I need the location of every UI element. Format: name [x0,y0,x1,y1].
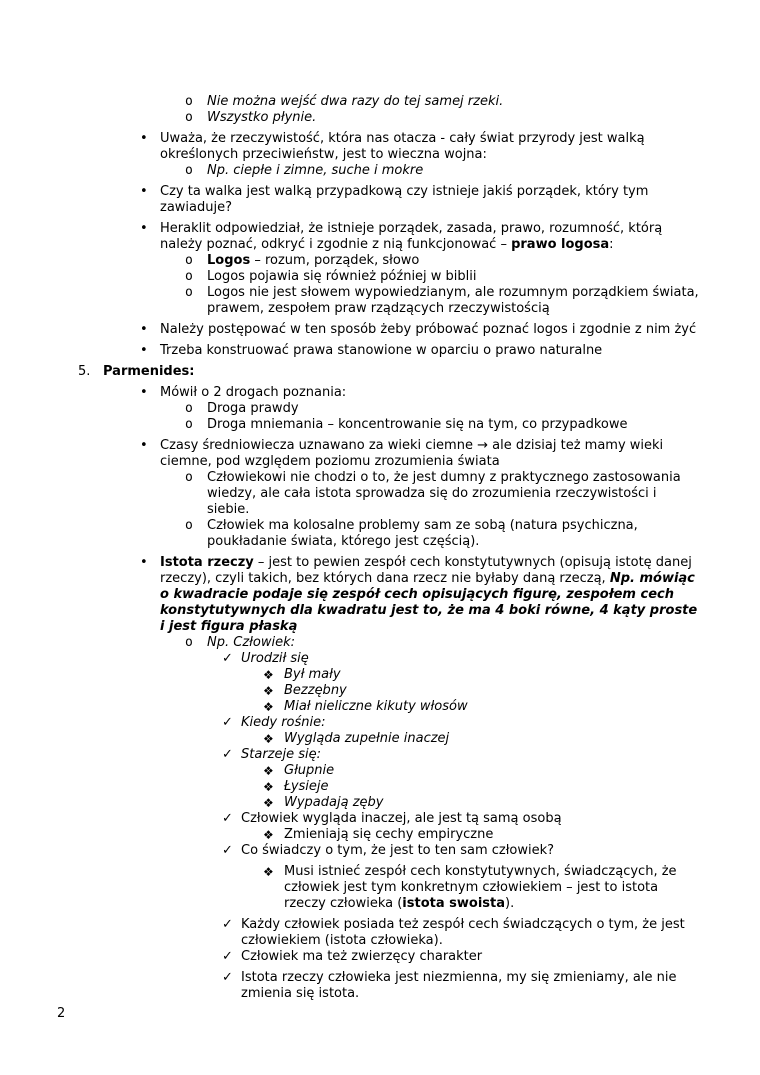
list-item-text [284,779,702,795]
text-segment: Należy postępować w ten sposób żeby próbować poznać logos i zgodnie z nim żyć [160,322,697,337]
list-item [57,667,702,683]
list-item [57,343,702,359]
list-item [57,917,702,949]
page-number: 2 [57,1006,66,1021]
bullet-icon: • [140,221,148,236]
list-item-text [241,811,702,827]
list-item [57,970,702,1002]
text-segment: Wypadają zęby [284,795,384,810]
list-item-text [103,364,702,380]
list-item-text [241,715,702,731]
text-segment: – rozum, porządek, słowo [250,253,420,268]
text-segment: Kiedy rośnie: [241,715,326,730]
list-item-text [284,827,702,843]
text-segment: Istota rzeczy [160,555,254,570]
text-segment: Wszystko płynie. [207,110,317,125]
text-segment: : [189,364,195,379]
text-segment: Droga mniemania – koncentrowanie się na tym, co przypadkowe [207,417,628,432]
check-bullet-icon: ✓ [222,651,233,666]
text-segment: Droga prawdy [207,401,299,416]
bullet-icon: • [140,131,148,146]
list-item-text [160,555,702,635]
list-item-text [207,401,702,417]
text-segment: Człowiek ma kolosalne problemy sam ze sobą (natura psychiczna, poukładanie świata, którego jest częścią). [207,518,638,549]
list-item [57,385,702,401]
list-item [57,827,702,843]
list-item [57,131,702,163]
text-segment: Człowiekowi nie chodzi o to, że jest dumny z praktycznego zastosowania wiedzy, ale cała istota sprowadza się do zrozumienia rzeczywistości i siebie. [207,470,681,517]
list-item [57,438,702,470]
list-item-text [160,322,702,338]
list-item [57,285,702,317]
list-item-text [207,470,702,518]
check-bullet-icon: ✓ [222,715,233,730]
text-segment: Np. Człowiek: [207,635,295,650]
list-item-text [160,221,702,253]
text-segment: Urodził się [241,651,309,666]
document-body [57,94,702,1002]
text-segment: Heraklit odpowiedział, że istnieje porządek, zasada, prawo, rozumność, którą należy poznać, odkryć i zgodnie z nią funkcjonować – [160,221,663,252]
circle-bullet-icon: o [185,635,193,650]
diamond-bullet-icon: ❖ [263,865,274,879]
diamond-bullet-icon: ❖ [263,828,274,842]
list-item-text [284,699,702,715]
list-item-text [241,917,702,949]
text-segment: Czasy średniowiecza uznawano za wieki ciemne → ale dzisiaj też mamy wieki ciemne, pod względem poziomu zrozumienia świata [160,438,664,469]
diamond-bullet-icon: ❖ [263,684,274,698]
bullet-icon: • [140,322,148,337]
list-item-text [241,651,702,667]
list-item [57,110,702,126]
text-segment: Np. mówiąc o kwadracie podaje się zespół cech opisujących figurę, zespołem cech konstytutywnych dla kwadratu jest to, że ma 4 boki równe, 4 kąty proste i jest figura płaską [160,571,698,634]
list-item [57,221,702,253]
list-item-text [241,970,702,1002]
list-item-text [207,417,702,433]
list-item [57,864,702,912]
text-segment: Głupnie [284,763,335,778]
diamond-bullet-icon: ❖ [263,780,274,794]
list-item-text [160,385,702,401]
list-item [57,269,702,285]
list-item [57,731,702,747]
list-item-text [207,94,702,110]
list-item-text [241,843,702,859]
diamond-bullet-icon: ❖ [263,732,274,746]
list-item-text [207,518,702,550]
text-segment: Uważa, że rzeczywistość, która nas otacza - cały świat przyrody jest walką określonych przeciwieństw, jest to wieczna wojna: [160,131,645,162]
diamond-bullet-icon: ❖ [263,764,274,778]
text-segment: Logos [207,253,251,268]
circle-bullet-icon: o [185,253,193,268]
list-item [57,795,702,811]
check-bullet-icon: ✓ [222,970,233,985]
text-segment: Bezzębny [284,683,347,698]
list-item-text [284,667,702,683]
list-item [57,949,702,965]
check-bullet-icon: ✓ [222,811,233,826]
list-item-text [160,343,702,359]
text-segment: Parmenides [103,364,190,379]
list-item-text [160,438,702,470]
text-segment: Mówił o 2 drogach poznania: [160,385,347,400]
circle-bullet-icon: o [185,110,193,125]
bullet-icon: • [140,555,148,570]
list-item-text [207,285,702,317]
list-item [57,364,702,380]
text-segment: Starzeje się: [241,747,321,762]
text-segment: Czy ta walka jest walką przypadkową czy istnieje jakiś porządek, który tym zawiaduje? [160,184,649,215]
check-bullet-icon: ✓ [222,747,233,762]
circle-bullet-icon: o [185,417,193,432]
text-segment: Istota rzeczy człowieka jest niezmienna, my się zmieniamy, ale nie zmienia się istota. [241,970,677,1001]
list-item [57,322,702,338]
text-segment: Musi istnieć zespół cech konstytutywnych, świadczących, że człowiek jest tym konkretnym człowiekiem – jest to istota rzeczy człowieka ( [284,864,677,911]
list-number: 5. [78,364,91,379]
text-segment: – jest to pewien zespół cech konstytutywnych (opisują istotę danej rzeczy), czyli takich, bez których dana rzecz nie byłaby daną rzeczą, [160,555,692,586]
text-segment: Np. ciepłe i zimne, suche i mokre [207,163,424,178]
diamond-bullet-icon: ❖ [263,668,274,682]
list-item-text [207,163,702,179]
circle-bullet-icon: o [185,269,193,284]
bullet-icon: • [140,385,148,400]
list-item [57,518,702,550]
circle-bullet-icon: o [185,163,193,178]
text-segment: Logos nie jest słowem wypowiedzianym, ale rozumnym porządkiem świata, prawem, zespołem praw rządzących rzeczywistością [207,285,699,316]
circle-bullet-icon: o [185,94,193,109]
list-item-text [207,269,702,285]
text-segment: istota swoista [402,896,506,911]
diamond-bullet-icon: ❖ [263,796,274,810]
text-segment: Zmieniają się cechy empiryczne [284,827,494,842]
list-item-text [207,635,702,651]
list-item-text [284,731,702,747]
list-item [57,763,702,779]
list-item [57,683,702,699]
list-item-text [241,949,702,965]
list-item-text [284,795,702,811]
bullet-icon: • [140,343,148,358]
text-segment: Co świadczy o tym, że jest to ten sam człowiek? [241,843,555,858]
list-item [57,253,702,269]
list-item [57,417,702,433]
text-segment: : [609,237,614,252]
text-segment: Wygląda zupełnie inaczej [284,731,450,746]
text-segment: Nie można wejść dwa razy do tej samej rzeki. [207,94,504,109]
check-bullet-icon: ✓ [222,917,233,932]
text-segment: Każdy człowiek posiada też zespół cech świadczących o tym, że jest człowiekiem (istota człowieka). [241,917,685,948]
diamond-bullet-icon: ❖ [263,700,274,714]
list-item [57,715,702,731]
check-bullet-icon: ✓ [222,949,233,964]
circle-bullet-icon: o [185,285,193,300]
list-item [57,843,702,859]
list-item [57,94,702,110]
list-item-text [284,864,702,912]
circle-bullet-icon: o [185,470,193,485]
circle-bullet-icon: o [185,518,193,533]
text-segment: Trzeba konstruować prawa stanowione w oparciu o prawo naturalne [160,343,603,358]
text-segment: Łysieje [284,779,329,794]
text-segment: Człowiek ma też zwierzęcy charakter [241,949,483,964]
list-item [57,401,702,417]
list-item-text [207,110,702,126]
list-item-text [284,683,702,699]
list-item [57,747,702,763]
list-item [57,651,702,667]
bullet-icon: • [140,184,148,199]
bullet-icon: • [140,438,148,453]
text-segment: Logos pojawia się również później w biblii [207,269,477,284]
list-item-text [284,763,702,779]
list-item [57,470,702,518]
list-item-text [207,253,702,269]
list-item [57,811,702,827]
list-item [57,635,702,651]
list-item [57,555,702,635]
check-bullet-icon: ✓ [222,843,233,858]
circle-bullet-icon: o [185,401,193,416]
text-segment: Człowiek wygląda inaczej, ale jest tą samą osobą [241,811,562,826]
list-item-text [241,747,702,763]
list-item [57,779,702,795]
list-item [57,184,702,216]
list-item [57,699,702,715]
text-segment: prawo logosa [511,237,610,252]
list-item-text [160,184,702,216]
list-item-text [160,131,702,163]
text-segment: Był mały [284,667,341,682]
list-item [57,163,702,179]
text-segment: Miał nieliczne kikuty włosów [284,699,468,714]
text-segment: ). [505,896,515,911]
